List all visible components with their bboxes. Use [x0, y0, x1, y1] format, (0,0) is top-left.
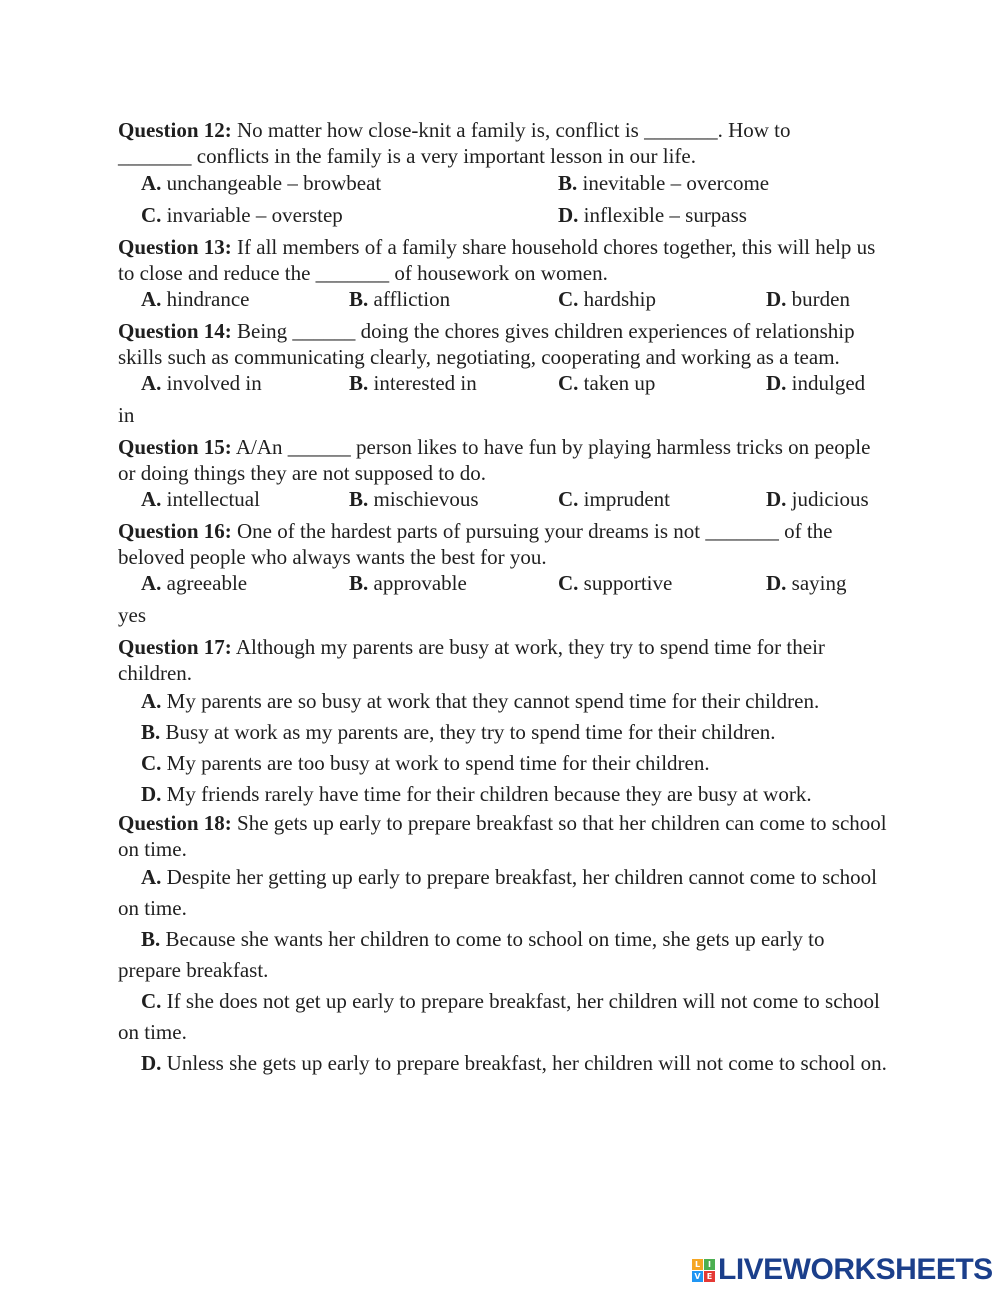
worksheet-page: [118, 117, 888, 1079]
question-17: [118, 634, 888, 810]
question-number: Question 13:: [118, 235, 232, 259]
option-b[interactable]: B. mischievous: [349, 487, 479, 511]
question-stem: If all members of a family share household chores together, this will help us to close and reduce the _______ of housework on women.: [118, 235, 876, 285]
option-d[interactable]: D. inflexible – surpass: [558, 203, 747, 227]
option-c[interactable]: C. My parents are too busy at work to spend time for their children.: [141, 751, 710, 775]
option-c[interactable]: C. imprudent: [558, 487, 670, 511]
option-c[interactable]: C. taken up: [558, 371, 656, 395]
question-number: Question 14:: [118, 319, 232, 343]
logo-block: V: [692, 1271, 703, 1282]
option-d[interactable]: D. judicious: [766, 487, 869, 511]
option-b[interactable]: B. approvable: [349, 571, 467, 595]
question-number: Question 18:: [118, 811, 232, 835]
option-wrap-text: yes: [118, 603, 146, 627]
question-stem: Being ______ doing the chores gives children experiences of relationship skills such as communicating clearly, negotiating, cooperating and working as a team.: [118, 319, 855, 369]
option-b[interactable]: B. interested in: [349, 371, 477, 395]
option-d[interactable]: D. Unless she gets up early to prepare breakfast, her children will not come to school on.: [141, 1051, 887, 1075]
question-stem: She gets up early to prepare breakfast so that her children can come to school on time.: [118, 811, 887, 861]
question-number: Question 12:: [118, 118, 232, 142]
question-15: [118, 434, 888, 518]
question-number: Question 16:: [118, 519, 232, 543]
liveworksheets-logo[interactable]: [692, 1253, 993, 1287]
options-row: [118, 370, 888, 402]
option-b[interactable]: B. affliction: [349, 287, 451, 311]
logo-text: LIVEWORKSHEETS: [718, 1253, 993, 1286]
logo-block: I: [704, 1259, 715, 1270]
option-wrap-text: in: [118, 403, 135, 427]
options-row: [118, 170, 888, 202]
logo-block: L: [692, 1259, 703, 1270]
option-a[interactable]: A. involved in: [141, 371, 262, 395]
question-18: [118, 810, 888, 1079]
question-13: [118, 234, 888, 318]
question-14: [118, 318, 888, 434]
option-d[interactable]: D. My friends rarely have time for their children because they are busy at work.: [141, 782, 812, 806]
option-c[interactable]: C. supportive: [558, 571, 673, 595]
question-stem: A/An ______ person likes to have fun by playing harmless tricks on people or doing things they are not supposed to do.: [118, 435, 871, 485]
option-a[interactable]: A. My parents are so busy at work that they cannot spend time for their children.: [141, 689, 820, 713]
question-number: Question 15:: [118, 435, 232, 459]
option-d[interactable]: D. saying: [766, 571, 847, 595]
option-a[interactable]: A. agreeable: [141, 571, 248, 595]
question-stem: One of the hardest parts of pursuing your dreams is not _______ of the beloved people who always wants the best for you.: [118, 519, 833, 569]
question-stem: Although my parents are busy at work, they try to spend time for their children.: [118, 635, 825, 685]
option-a[interactable]: A. unchangeable – browbeat: [141, 171, 382, 195]
options-row: [118, 570, 888, 602]
question-16: [118, 518, 888, 634]
option-a[interactable]: A. hindrance: [141, 287, 250, 311]
question-number: Question 17:: [118, 635, 232, 659]
question-stem: No matter how close-knit a family is, conflict is _______. How to _______ conflicts in the family is a very important lesson in our life.: [118, 118, 791, 168]
option-c[interactable]: C. hardship: [558, 287, 656, 311]
option-a[interactable]: A. intellectual: [141, 487, 260, 511]
options-row: [118, 486, 888, 518]
logo-block: E: [704, 1271, 715, 1282]
options-row: [118, 286, 888, 318]
options-row: [118, 202, 888, 234]
option-d[interactable]: D. burden: [766, 287, 850, 311]
option-c[interactable]: C. If she does not get up early to prepare breakfast, her children will not come to school on time.: [118, 989, 880, 1044]
logo-blocks-icon: [692, 1259, 715, 1282]
question-12: [118, 117, 888, 234]
option-b[interactable]: B. Because she wants her children to come to school on time, she gets up early to prepare breakfast.: [118, 927, 825, 982]
option-b[interactable]: B. inevitable – overcome: [558, 171, 770, 195]
option-c[interactable]: C. invariable – overstep: [141, 203, 343, 227]
option-a[interactable]: A. Despite her getting up early to prepare breakfast, her children cannot come to school on time.: [118, 865, 877, 920]
option-b[interactable]: B. Busy at work as my parents are, they try to spend time for their children.: [141, 720, 776, 744]
option-d[interactable]: D. indulged: [766, 371, 866, 395]
